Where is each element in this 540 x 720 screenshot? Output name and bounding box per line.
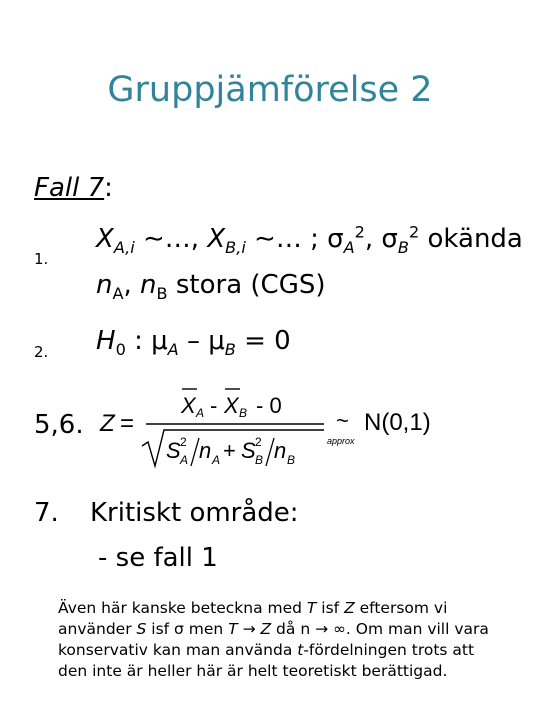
note-part-1: Även här kanske beteckna med [58, 599, 307, 617]
approx-tilde: ~ [336, 408, 349, 433]
numerator-minus: - [210, 393, 218, 418]
formula-equals: = [120, 410, 135, 437]
case-colon: : [104, 173, 113, 203]
test-statistic-formula [98, 386, 448, 472]
denom-n-a: n [199, 438, 212, 463]
comma-sigma: , σ [364, 224, 398, 254]
note-t: T [306, 599, 317, 617]
denom-s-b-sub: B [255, 453, 264, 467]
denom-s-b-square: 2 [255, 435, 262, 449]
sigma-a-square: 2 [354, 222, 365, 242]
denom-s-a: S [166, 438, 181, 463]
denom-s-b: S [241, 438, 256, 463]
item-7-sub: - se fall 1 [98, 543, 218, 573]
mu-sub-b: B [224, 340, 236, 360]
numerator-x-b: X [224, 393, 239, 418]
h-sub-zero: 0 [115, 340, 126, 360]
var-h: H [96, 326, 116, 356]
footnote [58, 598, 508, 682]
n-sub-b: B [156, 284, 168, 304]
note-z: Z [344, 599, 355, 617]
case-heading [34, 173, 113, 203]
n-sub-a: A [112, 284, 124, 304]
note-part-3: eftersom vi använder [58, 599, 448, 638]
numerator-sub-a: A [196, 406, 205, 420]
mu-sub-a: A [167, 340, 179, 360]
note-t-dist: t [297, 641, 304, 659]
sub-b-i: B,i [225, 238, 246, 258]
var-x-b: X [207, 224, 226, 254]
sub-a-i: A,i [113, 238, 135, 258]
note-s: S [136, 620, 147, 638]
note-part-5: → [237, 620, 261, 638]
tilde-dots: ∼…, [134, 224, 208, 254]
var-n-b: n [140, 270, 157, 300]
stora-text: stora (CGS) [167, 270, 326, 300]
item-7-number: 7. [34, 498, 59, 528]
numerator-sub-b: B [239, 406, 248, 420]
sigma-sub-a: A [343, 238, 355, 258]
item-56-number: 5,6. [34, 410, 84, 440]
formula-z: Z [100, 410, 115, 437]
denom-slash-b [266, 438, 274, 466]
colon-mu: : μ [125, 326, 168, 356]
note-part-2: isf [316, 599, 345, 617]
denom-n-a-sub: A [212, 453, 221, 467]
denom-slash-a [191, 438, 199, 466]
denom-n-b: n [274, 438, 287, 463]
var-x: X [96, 224, 114, 254]
var-n-a: n [96, 270, 113, 300]
normal-dist: N(0,1) [364, 409, 431, 436]
item-1-line-1 [96, 222, 523, 258]
note-part-7: -fördelningen trots att den inte är heller här är helt teoretiskt berättigad. [58, 641, 475, 680]
numerator-x-a: X [181, 393, 196, 418]
denom-plus: + [223, 438, 236, 463]
equals-zero: = 0 [235, 326, 291, 356]
note-part-6: då n → ∞. Om man vill vara konservativ kan man använda [58, 620, 489, 659]
denom-s-a-sub: A [180, 453, 189, 467]
sigma-b-square: 2 [408, 222, 420, 242]
minus-mu: – μ [178, 326, 225, 356]
item-7-label: Kritiskt område: [90, 498, 299, 528]
item-2-number: 2. [34, 343, 49, 361]
note-z-2: Z [260, 620, 272, 638]
denom-s-a-square: 2 [180, 435, 187, 449]
item-1-line-2 [96, 270, 326, 304]
note-part-4: isf σ men [146, 620, 229, 638]
sigma-sub-b: B [397, 238, 409, 258]
note-t-2: T [228, 620, 238, 638]
comma: , [123, 270, 141, 300]
slide-title: Gruppjämförelse 2 [107, 70, 433, 110]
approx-label: approx [327, 436, 355, 446]
numerator-minus-zero: - 0 [256, 393, 282, 418]
okanda-text: okända [419, 224, 523, 254]
tilde-sigma: ∼… ; σ [245, 224, 344, 254]
case-label: Fall 7 [34, 173, 105, 203]
item-2-hypothesis [96, 326, 291, 360]
item-1-number: 1. [34, 250, 49, 268]
denom-n-b-sub: B [287, 453, 296, 467]
